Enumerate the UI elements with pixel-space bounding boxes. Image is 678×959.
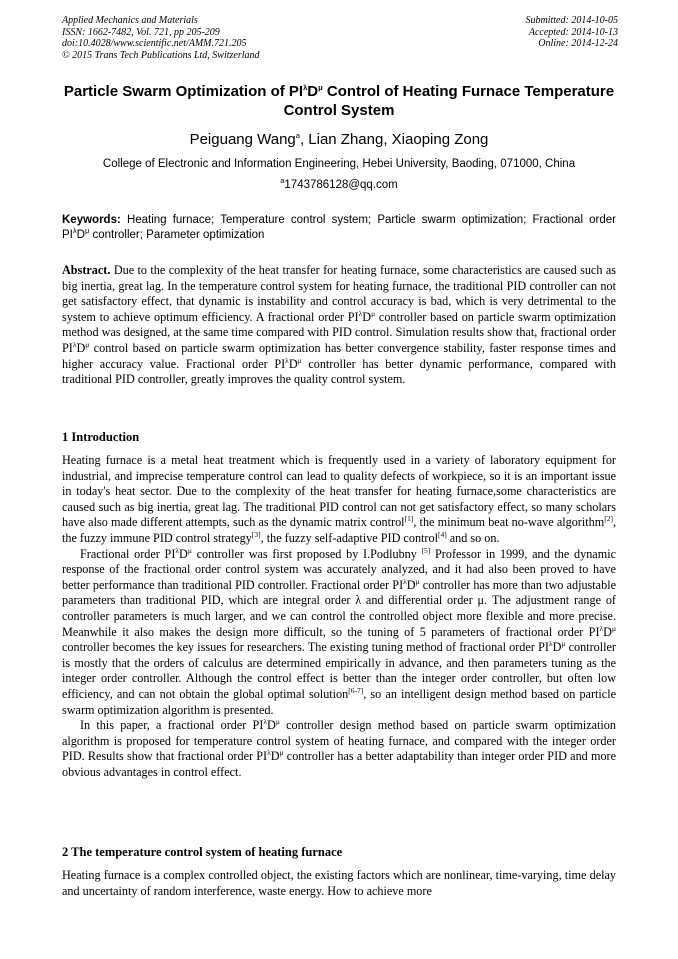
keywords: Keywords: Heating furnace; Temperature control system; Particle swarm optimization; Fractional order $PI^\lambda D^\mu$ controller; Parameter optimization: [62, 214, 616, 241]
paragraph: In this paper, a fractional order $PI^\lambda D^\mu$ controller design method based on particle swarm optimization algorithm is proposed for temperature control system of heating furnace, and compared with the integer order PID. Results show that fractional order $PI^\lambda D^\mu$ controller has a better adaptability than integer order PID and more obvious advantages in control effect.: [62, 717, 617, 779]
citation[interactable]: [5]: [421, 545, 431, 555]
paragraph: Fractional order $PI^\lambda D^\mu$ controller was first proposed by I.Podlubny [5] Professor in 1999, and the dynamic response of the fractional order control system was accurately analyzed, and it had also been proved to have better performance than traditional PID controller. Fractional order $PI^\lambda D^\mu$ controller has more than two adjustable parameters than traditional PID, which are integral order λ and differential order μ. The adjustment range of controller parameters is much larger, and we can control the controlled object more flexible and more precise. Meanwhile it also makes the design more difficult, so the tuning of 5 parameters of fractional order $PI^\lambda D^\mu$ controller becomes the key issues for researchers. The existing tuning method of fractional order $PI^\lambda D^\mu$ controller is mostly that the orders of calculus are determined empirically in advance, and then parameters tuning as the integer order controller. Although the control effect is better than the integer order controller, but often low efficiency, and can not obtain the global optimal solution[6-7], so an intelligent design method based on particle swarm optimization algorithm is presented.: [62, 545, 616, 717]
citation[interactable]: [1]: [404, 514, 414, 524]
section-temperature-control: [62, 868, 616, 899]
copyright-line: © 2015 Trans Tech Publications Ltd, Switzerland: [62, 49, 260, 61]
doi-line[interactable]: doi:10.4028/www.scientific.net/AMM.721.205: [62, 38, 247, 49]
keywords-label: Keywords:: [62, 214, 121, 226]
journal-name: Applied Mechanics and Materials: [62, 15, 198, 26]
issn-line: ISSN: 1662-7482, Vol. 721, pp 205-209: [62, 26, 220, 38]
author-others: , Lian Zhang, Xiaoping Zong: [299, 131, 489, 148]
author-primary: Peiguang Wang: [189, 131, 296, 148]
citation[interactable]: [6-7]: [348, 685, 364, 695]
paragraph: Heating furnace is a complex controlled object, the existing factors which are nonlinear, time-varying, time delay and uncertainty of random interference, waste energy. How to achieve more: [62, 868, 616, 898]
citation[interactable]: [2]: [604, 514, 613, 524]
citation[interactable]: [4]: [437, 529, 447, 539]
citation[interactable]: [3]: [251, 529, 261, 539]
online-date: Online: 2014-12-24: [538, 38, 618, 49]
section-heading-introduction: 1 Introduction: [62, 430, 140, 444]
author-list: Peiguang Wang$^a$, Lian Zhang, Xiaoping Zong: [189, 131, 489, 148]
journal-info: [62, 15, 260, 61]
accepted-date: Accepted: 2014-10-13: [528, 26, 618, 38]
section-introduction: [62, 453, 616, 780]
author-email[interactable]: $^a$1743786128@qq.com: [280, 176, 398, 191]
section-heading-temperature-control: 2 The temperature control system of heating furnace: [62, 845, 343, 859]
abstract: Abstract. Due to the complexity of the heat transfer for heating furnace, some characteristics are caused such as big inertia, great lag. In the temperature control system for heating furnace, the traditional PID controller can not get satisfactory effect, that dynamic is instability and control accuracy is bad, which is very detrimental to the system to achieve optimum efficiency. A fractional order $PI^\lambda D^\mu$ controller based on particle swarm optimization method was designed, at the same time compared with PID control. Simulation results show that, fractional order $PI^\lambda D^\mu$ control based on particle swarm optimization has better convergence stability, faster response times and higher accuracy value. Fractional order $PI^\lambda D^\mu$ controller has better dynamic performance, compared with traditional PID controller, greatly improves the quality control system.: [62, 263, 616, 387]
paragraph: Heating furnace is a metal heat treatment which is frequently used in a variety of laboratory equipment for industrial, and imprecise temperature control can lead to quality defects of workpiece, so it is an important issue in today's heat sector. Due to the complexity of the heat transfer for heating furnace,some characteristics are caused such as big inertia, great lag. The traditional PID control can not get satisfactory effect, so many scholars have also made different attempts, such as the dynamic matrix control[1], the minimum beat no-wave algorithm[2], the fuzzy immune PID control strategy[3], the fuzzy self-adaptive PID control[4] and so on.: [62, 453, 616, 545]
affiliation: College of Electronic and Information Engineering, Hebei University, Baoding, 071000, China: [102, 158, 576, 170]
publication-dates: [526, 15, 619, 50]
paper-title: Particle Swarm Optimization of $PI^\lambda D^\mu$ Control of Heating Furnace Temperature Control System: [63, 83, 615, 119]
abstract-label: Abstract.: [62, 263, 111, 277]
submitted-date: Submitted: 2014-10-05: [525, 15, 618, 26]
